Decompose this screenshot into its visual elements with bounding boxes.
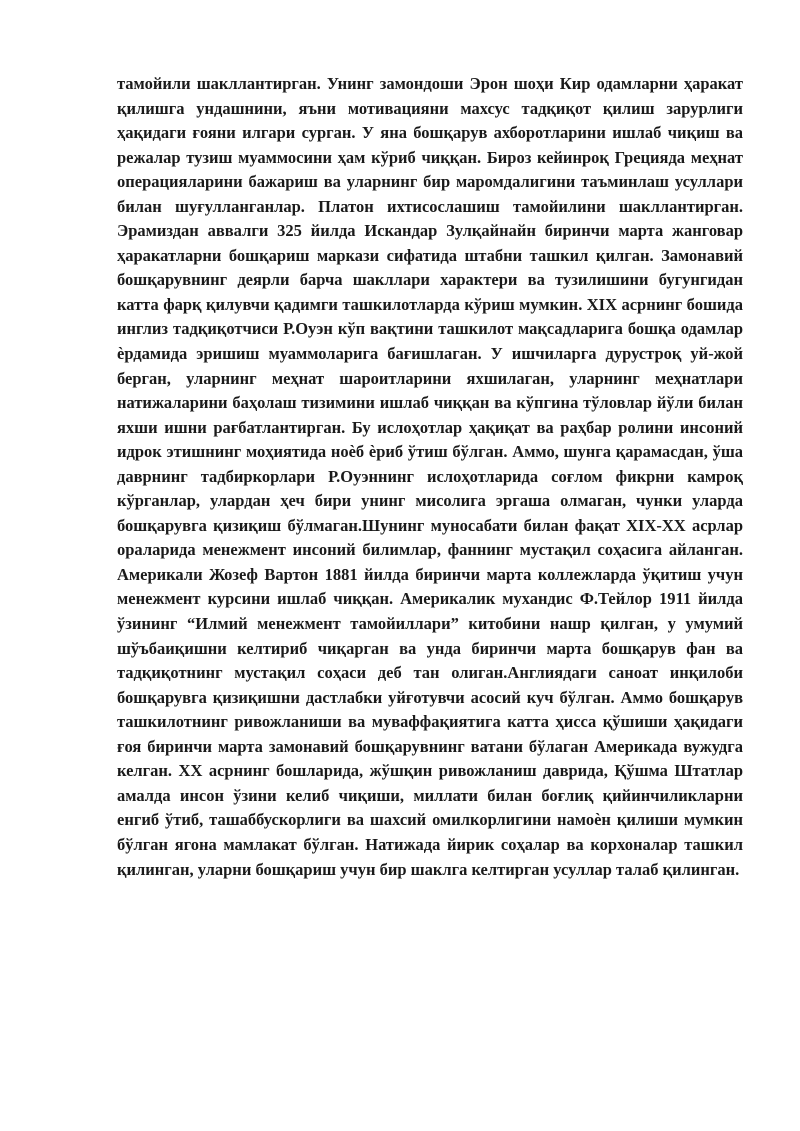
- body-paragraph: тамойили шакллантирган. Унинг замондоши Эрон шоҳи Кир одамларни ҳаракат қилишга ундашнини, яъни мотивацияни махсус тадқиқот қилиш зарурлиги ҳақидаги ғояни илгари сурган. У яна бошқарув ахборотларини ишлаб чиқиш ва режалар тузиш муаммосини ҳам кўриб чиққан. Бироз кейинроқ Грецияда меҳнат операцияларини бажариш ва уларнинг бир маромдалигини таъминлаш усуллари билан шуғулланганлар. Платон ихтисослашиш тамойилини шакллантирган. Эрамиздан аввалги 325 йилда Искандар Зулқайнайн биринчи марта жанговар ҳаракатларни бошқариш маркази сифатида штабни ташкил қилган. Замонавий бошқарувнинг деярли барча шакллари характери ва тузилишини бугунгидан катта фарқ қилувчи қадимги ташкилотларда кўриш мумкин. XIX асрнинг бошида инглиз тадқиқотчиси Р.Оуэн кўп вақтини ташкилот мақсадларига бошқа одамлар ѐрдамида эришиш муаммоларига бағишлаган. У ишчиларга дурустроқ уй-жой берган, уларнинг меҳнат шароитларини яхшилаган, уларнинг меҳнатлари натижаларини баҳолаш тизимини ишлаб чиққан ва кўпгина тўловлар йўли билан яхши ишни рағбатлантирган. Бу ислоҳотлар ҳақиқат ва раҳбар ролини инсоний идрок этишнинг моҳиятида ноѐб ѐриб ўтиш бўлган. Аммо, шунга қарамасдан, ўша даврнинг тадбиркорлари Р.Оуэннинг ислоҳотларида соғлом фикрни камроқ кўрганлар, улардан ҳеч бири унинг мисолига эргаша олмаган, чунки уларда бошқарувга қизиқиш бўлмаган.Шунинг муносабати билан фақат XIX-XX асрлар ораларида менежмент инсоний билимлар, фаннинг мустақил соҳасига айланган. Америкали Жозеф Вартон 1881 йилда биринчи марта коллежларда ўқитиш учун менежмент курсини ишлаб чиққан. Америкалик мухандис Ф.Тейлор 1911 йилда ўзининг “Илмий менежмент тамойиллари” китобини нашр қилган, у умумий шўъбаиқишни келтириб чиқарган ва унда биринчи марта бошқарув фан ва тадқиқотнинг мустақил соҳаси деб тан олиган.Англиядаги саноат инқилоби бошқарувга қизиқишни дастлабки уйғотувчи асосий куч бўлган. Аммо бошқарув ташкилотнинг ривожланиши ва муваффақиятига катта ҳисса қўшиши ҳақидаги ғоя биринчи марта замонавий бошқарувнинг ватани бўлаган Америкада вужудга келган. XX асрнинг бошларида, жўшқин ривожланиш даврида, Қўшма Штатлар амалда инсон ўзини келиб чиқиши, миллати билан боғлиқ қийинчиликларни енгиб ўтиб, ташаббускорлиги ва шахсий омилкорлигини намоѐн қилиши мумкин бўлган ягона мамлакат бўлган. Натижада йирик соҳалар ва корхоналар ташкил қилинган, уларни бошқариш учун бир шаклга келтирган усуллар талаб қилинган.: [117, 74, 743, 879]
